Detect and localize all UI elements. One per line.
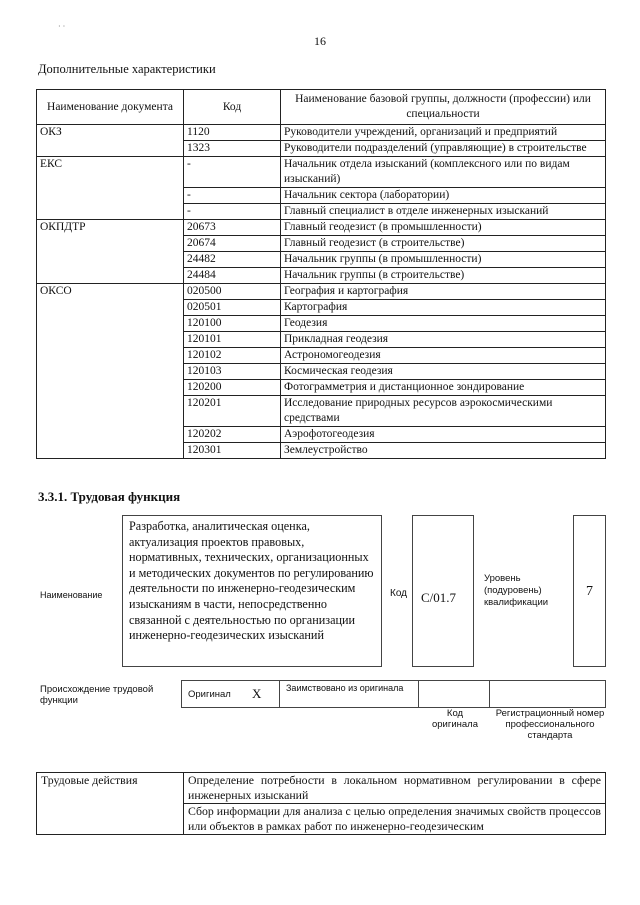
code-cell: 020501 [184, 300, 281, 316]
table-row [37, 125, 606, 141]
origin-reg-caption: Регистрационный номер профессионального стандарта [495, 708, 605, 741]
name-cell: Руководители подразделений (управляющие) в строительстве [281, 141, 606, 157]
table-row [37, 157, 606, 188]
origin-label: Происхождение трудовой функции [40, 684, 154, 706]
code-cell: 120301 [184, 443, 281, 459]
section-title: Дополнительные характеристики [38, 62, 216, 76]
name-cell: Космическая геодезия [281, 364, 606, 380]
name-cell: Фотограмметрия и дистанционное зондирование [281, 380, 606, 396]
code-cell: 24484 [184, 268, 281, 284]
code-cell: 120102 [184, 348, 281, 364]
name-cell: Начальник отдела изысканий (комплексного или по видам изысканий) [281, 157, 606, 188]
doc-cell: ОКСО [37, 284, 184, 459]
qualification-level-label: Уровень (подуровень) квалификации [484, 573, 549, 608]
qualification-level-box [573, 515, 606, 667]
name-cell: Руководители учреждений, организаций и предприятий [281, 125, 606, 141]
function-code-box [412, 515, 474, 667]
function-name-label: Наименование [40, 590, 103, 600]
origin-borrowed-label: Заимствовано из оригинала [286, 683, 404, 693]
function-code-value: C/01.7 [421, 590, 457, 605]
code-cell: 20674 [184, 236, 281, 252]
table-row [37, 773, 606, 804]
name-cell: Главный геодезист (в промышленности) [281, 220, 606, 236]
code-cell: 20673 [184, 220, 281, 236]
code-cell: 1323 [184, 141, 281, 157]
doc-cell: ОКПДТР [37, 220, 184, 284]
action-item: Сбор информации для анализа с целью определения значимых свойств процессов или объектов в рамках работ по инженерно-геодезическим [184, 804, 606, 835]
header-name: Наименование базовой группы, должности (профессии) или специальности [281, 90, 606, 125]
name-cell: Исследование природных ресурсов аэрокосмическими средствами [281, 396, 606, 427]
code-cell: 020500 [184, 284, 281, 300]
code-cell: 120200 [184, 380, 281, 396]
table-row [37, 220, 606, 236]
name-cell: Прикладная геодезия [281, 332, 606, 348]
function-code-label: Код [390, 588, 408, 599]
doc-cell: ЕКС [37, 157, 184, 220]
code-cell: 120201 [184, 396, 281, 427]
origin-strip [181, 680, 606, 708]
name-cell: Землеустройство [281, 443, 606, 459]
code-cell: - [184, 157, 281, 188]
header-doc: Наименование документа [37, 90, 184, 125]
name-cell: Аэрофотогеодезия [281, 427, 606, 443]
origin-original-mark: X [252, 686, 262, 701]
characteristics-table [36, 89, 606, 459]
name-cell: Астрономогеодезия [281, 348, 606, 364]
code-cell: - [184, 204, 281, 220]
action-item: Определение потребности в локальном нормативном регулировании в сфере инженерных изысканий [184, 773, 606, 804]
origin-code-cell [419, 681, 490, 707]
code-cell: 120101 [184, 332, 281, 348]
code-cell: 120103 [184, 364, 281, 380]
code-cell: 24482 [184, 252, 281, 268]
name-cell: Начальник группы (в промышленности) [281, 252, 606, 268]
name-cell: Геодезия [281, 316, 606, 332]
name-cell: Начальник сектора (лаборатории) [281, 188, 606, 204]
name-cell: Начальник группы (в строительстве) [281, 268, 606, 284]
actions-table [36, 772, 606, 835]
qualification-level-value: 7 [586, 584, 593, 599]
table-row [37, 284, 606, 300]
table-header-row [37, 90, 606, 125]
header-code: Код [184, 90, 281, 125]
code-cell: 120100 [184, 316, 281, 332]
name-cell: Картография [281, 300, 606, 316]
function-name-box: Разработка, аналитическая оценка, актуализация проектов правовых, нормативных, технических, организационных и методических документов по регулированию деятельности по инженерно-геодезическим изысканиям в части, непосредственно связанной с деятельностью по организации инженерно-геодезических изысканий [122, 515, 382, 667]
name-cell: Главный геодезист (в строительстве) [281, 236, 606, 252]
code-cell: 1120 [184, 125, 281, 141]
origin-original-label: Оригинал [188, 689, 231, 700]
code-cell: 120202 [184, 427, 281, 443]
doc-cell: ОКЗ [37, 125, 184, 157]
name-cell: География и картография [281, 284, 606, 300]
code-cell: - [184, 188, 281, 204]
table-body [37, 125, 606, 459]
scan-marks: · · [58, 22, 66, 31]
function-heading: 3.3.1. Трудовая функция [38, 489, 181, 504]
actions-label: Трудовые действия [37, 773, 184, 835]
page-number: 16 [314, 34, 326, 48]
name-cell: Главный специалист в отделе инженерных изысканий [281, 204, 606, 220]
origin-code-caption: Код оригинала [431, 708, 478, 730]
